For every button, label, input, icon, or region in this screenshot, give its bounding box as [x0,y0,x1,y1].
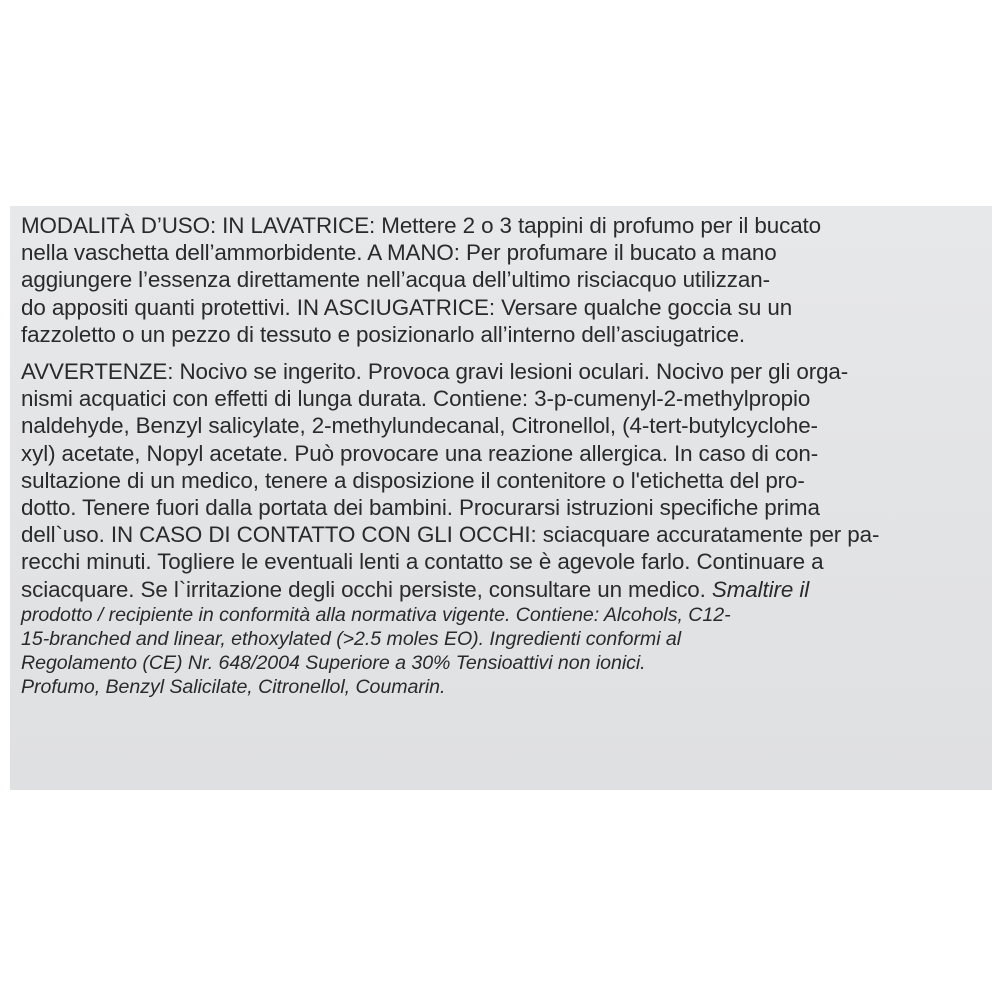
usage-line: nella vaschetta dell’ammorbidente. A MANO: Per profumare il bucato a mano [21,240,777,266]
warning-line [21,576,992,603]
usage-line: aggiungere l’essenza direttamente nell’acqua dell’ultimo risciacquo utilizzan- [21,267,770,293]
section-spacer [21,348,992,358]
product-label-panel [10,206,992,790]
ingredients-line: Profumo, Benzyl Salicilate, Citronellol, Coumarin. [21,676,446,699]
warning-line-text: sciacquare. Se l`irritazione degli occhi persiste, consultare un medico. [21,576,706,602]
warning-line: recchi minuti. Togliere le eventuali lenti a contatto se è agevole farlo. Continuare a [21,549,824,575]
warning-line: dotto. Tenere fuori dalla portata dei bambini. Procurarsi istruzioni specifiche prima [21,495,820,521]
warning-line: AVVERTENZE: Nocivo se ingerito. Provoca gravi lesioni oculari. Nocivo per gli orga- [21,359,849,385]
disposal-line: 15-branched and linear, ethoxylated (>2.5 moles EO). Ingredienti conformi al [21,628,682,651]
warning-line: xyl) acetate, Nopyl acetate. Può provocare una reazione allergica. In caso di con- [21,440,819,466]
disposal-line: prodotto / recipiente in conformità alla normativa vigente. Contiene: Alcohols, C12- [21,603,731,626]
warning-line: nismi acquatici con effetti di lunga durata. Contiene: 3-p-cumenyl-2-methylpropio [21,386,811,412]
warnings-section [21,358,992,603]
usage-line: fazzoletto o un pezzo di tessuto e posizionarlo all’interno dell’asciugatrice. [21,321,746,347]
warning-line: sultazione di un medico, tenere a disposizione il contenitore o l'etichetta del pro- [21,467,805,493]
disposal-line: Regolamento (CE) Nr. 648/2004 Superiore a 30% Tensioattivi non ionici. [21,652,646,675]
usage-line: MODALITÀ D’USO: IN LAVATRICE: Mettere 2 o 3 tappini di profumo per il bucato [21,213,822,238]
usage-instructions [21,212,992,348]
warning-line: dell`uso. IN CASO DI CONTATTO CON GLI OCCHI: sciacquare accuratamente per pa- [21,522,880,548]
disposal-ingredients-section [21,603,992,700]
warning-line: naldehyde, Benzyl salicylate, 2-methylundecanal, Citronellol, (4-tert-butylcyclohe- [21,413,818,439]
usage-line: do appositi quanti protettivi. IN ASCIUGATRICE: Versare qualche goccia su un [21,294,793,320]
disposal-start-text: Smaltire il [705,576,810,602]
